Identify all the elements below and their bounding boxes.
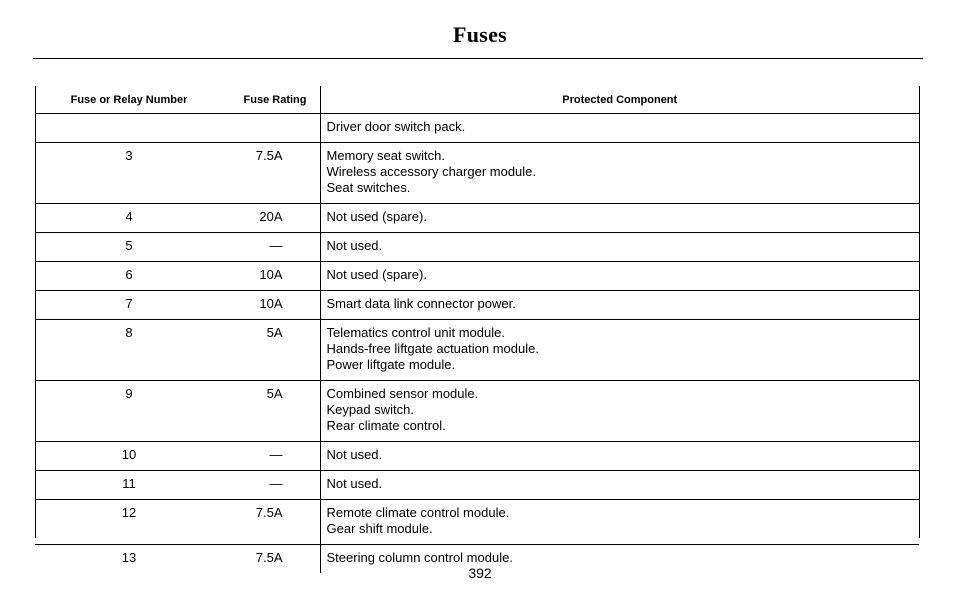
- fuse-rating: 5A: [223, 381, 320, 442]
- column-header-number: Fuse or Relay Number: [35, 86, 223, 114]
- fuse-rating: 10A: [223, 262, 320, 291]
- fuse-table: [35, 86, 919, 573]
- component-line: Rear climate control.: [326, 418, 446, 433]
- table-row: [35, 114, 919, 143]
- component-line: Gear shift module.: [326, 521, 433, 536]
- fuse-rating: 7.5A: [223, 143, 320, 204]
- component-line: Not used.: [326, 238, 383, 253]
- component-line: Steering column control module.: [326, 550, 513, 565]
- protected-component: [320, 204, 919, 233]
- fuse-rating: 10A: [223, 291, 320, 320]
- protected-component: [320, 500, 919, 545]
- fuse-rating: [223, 114, 320, 143]
- fuse-rating: 7.5A: [223, 500, 320, 545]
- table-row: [35, 143, 919, 204]
- table-row: [35, 204, 919, 233]
- fuse-number: 10: [35, 442, 223, 471]
- component-line: Combined sensor module.: [326, 386, 479, 401]
- fuse-number: 3: [35, 143, 223, 204]
- component-line: Not used.: [326, 476, 383, 491]
- table-left-border: [35, 86, 36, 538]
- component-line: Memory seat switch.: [326, 148, 445, 163]
- column-header-rating: Fuse Rating: [223, 86, 320, 114]
- protected-component: [320, 143, 919, 204]
- fuse-rating: 7.5A: [255, 550, 283, 565]
- page-title: Fuses: [452, 22, 508, 47]
- protected-component: [320, 381, 919, 442]
- protected-component: [320, 291, 919, 320]
- table-right-border: [919, 86, 920, 538]
- protected-component: [320, 233, 919, 262]
- table-row: [35, 381, 919, 442]
- table-header-row: [35, 86, 919, 114]
- table-row: [35, 233, 919, 262]
- protected-component: [320, 471, 919, 500]
- fuse-number: 6: [35, 262, 223, 291]
- component-line: Keypad switch.: [326, 402, 414, 417]
- protected-component: [320, 262, 919, 291]
- fuse-rating: —: [223, 233, 320, 262]
- component-line: Remote climate control module.: [326, 505, 510, 520]
- table-row: [35, 291, 919, 320]
- fuse-rating: 5A: [223, 320, 320, 381]
- table-row: [35, 320, 919, 381]
- component-line: Telematics control unit module.: [326, 325, 505, 340]
- fuse-number: 4: [35, 204, 223, 233]
- fuse-rating: 20A: [223, 204, 320, 233]
- fuse-number: 13: [121, 550, 137, 565]
- component-line: Driver door switch pack.: [326, 119, 466, 134]
- fuse-number: 11: [35, 471, 223, 500]
- fuse-number: 9: [35, 381, 223, 442]
- page-number: 392: [468, 565, 492, 581]
- component-line: Not used (spare).: [326, 209, 427, 224]
- table-row: [35, 471, 919, 500]
- column-header-component: Protected Component: [320, 86, 919, 114]
- component-line: Power liftgate module.: [326, 357, 456, 372]
- component-line: Not used.: [326, 447, 383, 462]
- component-line: Smart data link connector power.: [326, 296, 516, 311]
- component-line: Not used (spare).: [326, 267, 427, 282]
- table-row: [35, 262, 919, 291]
- protected-component: [320, 114, 919, 143]
- fuse-rating: —: [223, 471, 320, 500]
- fuse-number: 5: [35, 233, 223, 262]
- table-body: [35, 114, 919, 574]
- fuse-rating: —: [223, 442, 320, 471]
- title-divider: [33, 58, 923, 59]
- component-line: Wireless accessory charger module.: [326, 164, 537, 179]
- protected-component: [320, 320, 919, 381]
- component-line: Seat switches.: [326, 180, 411, 195]
- fuse-number: [35, 114, 223, 143]
- table-row: [35, 500, 919, 545]
- fuse-number: 12: [35, 500, 223, 545]
- component-line: Hands-free liftgate actuation module.: [326, 341, 539, 356]
- protected-component: [320, 442, 919, 471]
- table-row: [35, 442, 919, 471]
- fuse-number: 8: [35, 320, 223, 381]
- fuse-number: 7: [35, 291, 223, 320]
